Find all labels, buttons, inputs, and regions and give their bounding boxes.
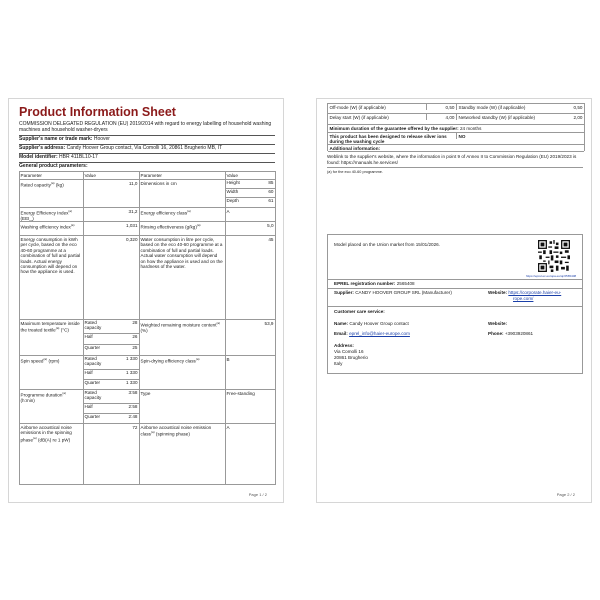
eec-value: A [226,209,230,214]
phone-label: Phone: [488,331,504,336]
wei-value: 1,031 [126,223,138,228]
address-line [19,145,275,151]
guarantee-label: Minimum duration of the guarantee offered by the supplier: [329,125,459,131]
guarantee-row [328,125,584,133]
moist-value: 53,9 [264,321,274,326]
general-label: General product parameters: [19,163,88,169]
name-label: Name: [334,321,349,326]
temp-half: Half 26 [83,334,139,345]
header-value: Value [84,173,96,178]
page-2 [316,98,592,503]
energy-value: 0,320 [126,237,138,242]
moist-label: Weighted remaining moisture content$^{(a)}$ (%) [140,321,221,333]
height-row: Height 85 [225,180,275,189]
spin-quarter: Quarter 1 330 [84,380,138,385]
model-value: HBR 411BL10-17 [59,154,98,160]
address-value: Candy Hoover Group contact, Via Comolli 16, 20861 Brugherio MB, IT [66,145,223,151]
address-line-2: 20861 Brugherio [334,355,368,360]
rated-capacity-label: Rated capacity$^{(a)}$ (kg) [20,181,64,188]
water-label: Water consumption in litre per cycle, based on the eco 40-60 programme at a combination of full and partial loads. Actual water consumption will depend on how the appliance is used and on the hardness of the water. [140,237,223,270]
rinse-label: Rinsing effectiveness $(g/kg)^{(a)}$ [140,223,201,230]
eec-label: Energy efficiency class$^{(a)}$ [140,209,191,216]
water-value: 45 [268,237,274,242]
supplier-line [19,136,275,142]
regulation-intro: COMMISSION DELEGATED REGULATION (EU) 2019/2014 with regard to energy labelling of household washing machines and household washer-dryers [19,121,272,134]
networked-label: Networked standby (W) (if applicable) [456,114,554,120]
header-param: Parameter [140,173,162,178]
phone-value: +3903920861 [504,331,534,336]
placed-text: Model placed on the Union market from 15/01/2026. [334,242,440,247]
dimensions-label: Dimensions in cm [140,181,177,186]
table-row [19,389,275,423]
model-line [19,154,275,160]
table-row [328,103,584,114]
address-label: Supplier's address: [19,145,66,151]
general-line [19,163,275,169]
website-label: Website: [488,290,508,295]
additional-row [328,145,584,152]
website-link[interactable]: https://corporate.haier-eu- [508,290,562,295]
power-table [327,103,585,151]
duration-label: Programme duration$^{(a)}$ (h:min) [20,391,67,403]
type-label: Type [140,391,151,396]
temp-label: Maximum temperature inside the treated textile$^{(a)}$ (°C) [20,321,80,333]
spin-label: Spin speed$^{(a)}$ (rpm) [20,357,60,364]
qr-code-icon[interactable] [538,240,570,272]
duration-quarter: Quarter 2:48 [84,414,138,419]
address-label: Address: [334,343,354,348]
release-value: NO [456,133,584,139]
care-label: Customer care service: [334,309,385,314]
footnote: (a) for the eco 40-60 programme. [327,170,383,174]
temp-quarter: Quarter 25 [84,345,138,350]
divider [327,167,583,168]
standby-label: Standby mode (W) (if applicable) [456,104,554,110]
spin-rated: Rated capacity 1 330 [83,356,139,370]
address-line-1: Via Comolli 16 [334,349,364,354]
delay-label: Delay start (W) (if applicable) [329,114,389,120]
eei-label: Energy Efficiency Index$^{(a)}$ $(EEI_W)$ [20,209,73,223]
noise-label: Airborne acoustical noise emissions in the spinning phase$^{(a)}$ (dB(A) re 1 pW) [20,425,72,443]
duration-half: Half 2:58 [83,404,139,414]
sheet-title: Product Information Sheet [19,105,176,119]
eprel-label: EPREL registration number: [334,281,396,286]
spin-half: Half 1 330 [83,370,139,380]
supplier-value: Hoover [93,136,110,142]
supplier-label: Supplier: [334,290,354,295]
duration-rated: Rated capacity 3:58 [83,390,139,404]
noiseclass-value: A [226,425,230,430]
table-row [19,221,275,235]
table-row [328,114,584,125]
table-row [19,207,275,221]
temp-rated: Rated capacity 28 [83,320,139,334]
type-value: Free-standing [226,391,255,396]
address-line-3: Italy [334,361,343,366]
page-number: Page 2 / 2 [556,492,575,497]
eei-value: 31,2 [128,209,138,214]
supplier-value: CANDY HOOVER GROUP SRL (Manufacturer) [355,290,452,295]
standby-value: 0,50 [573,104,583,110]
eprel-box [327,234,583,374]
width-row: Width 60 [225,189,275,198]
eprel-value: 2565408 [396,281,415,286]
header-value: Value [226,173,238,178]
wei-label: Washing efficiency index$^{(a)}$ [20,223,75,230]
qr-url[interactable]: https://eprel.ec.europa.eu/qr/2565408 [526,274,577,278]
offmode-label: Off-mode (W) (if applicable) [329,104,386,110]
release-row [328,133,584,145]
rated-capacity-value: 11,0 [128,181,138,186]
parameters-table [19,171,275,485]
energy-label: Energy consumption in kWh per cycle, based on the eco 40-60 programme at a combination of full and partial loads. Actual energy consumption will depend on how the appliance is used. [20,237,81,275]
table-header [19,171,275,179]
table-row [19,319,275,355]
additional-label: Additional information: [329,145,381,151]
weblink-text: Weblink to the supplier's website, where the information in point 9 of Annex II to Commission Regulation (EU) 2019/2023 is found: https://manuals.he.services/ [327,154,577,165]
table-row [19,423,275,485]
model-label: Model identifier: [19,154,58,160]
rinse-value: 5,0 [267,223,274,228]
table-row [19,179,275,207]
website2-label: Website: [488,321,508,326]
email-label: Email: [334,331,348,336]
table-row [19,355,275,389]
delay-value: 4,00 [426,114,456,120]
page-number: Page 1 / 2 [248,492,267,497]
table-row [19,235,275,319]
noiseclass-label: Airborne acoustical noise emission class$^{(a)}$ (spinning phase) [140,425,212,437]
release-label: This product has been designed to release silver ions during the washing cycle [329,133,447,144]
name-value: Candy Hoover Group contact [349,321,409,326]
noise-value: 72 [132,425,138,430]
website-link-cont[interactable]: rope.com/ [513,296,534,301]
networked-value: 2,00 [573,114,583,120]
email-link[interactable]: eprel_info@haier-europe.com [349,331,410,336]
header-param: Parameter [20,173,42,178]
guarantee-value: 24 months [459,125,482,131]
page-1 [8,98,284,503]
spinclass-value: B [226,357,230,362]
depth-row: Depth 61 [226,198,274,203]
offmode-value: 0,50 [426,104,456,110]
supplier-label: Supplier's name or trade mark: [19,136,93,142]
spinclass-label: Spin-drying efficiency class$^{(a)}$ [140,357,200,364]
